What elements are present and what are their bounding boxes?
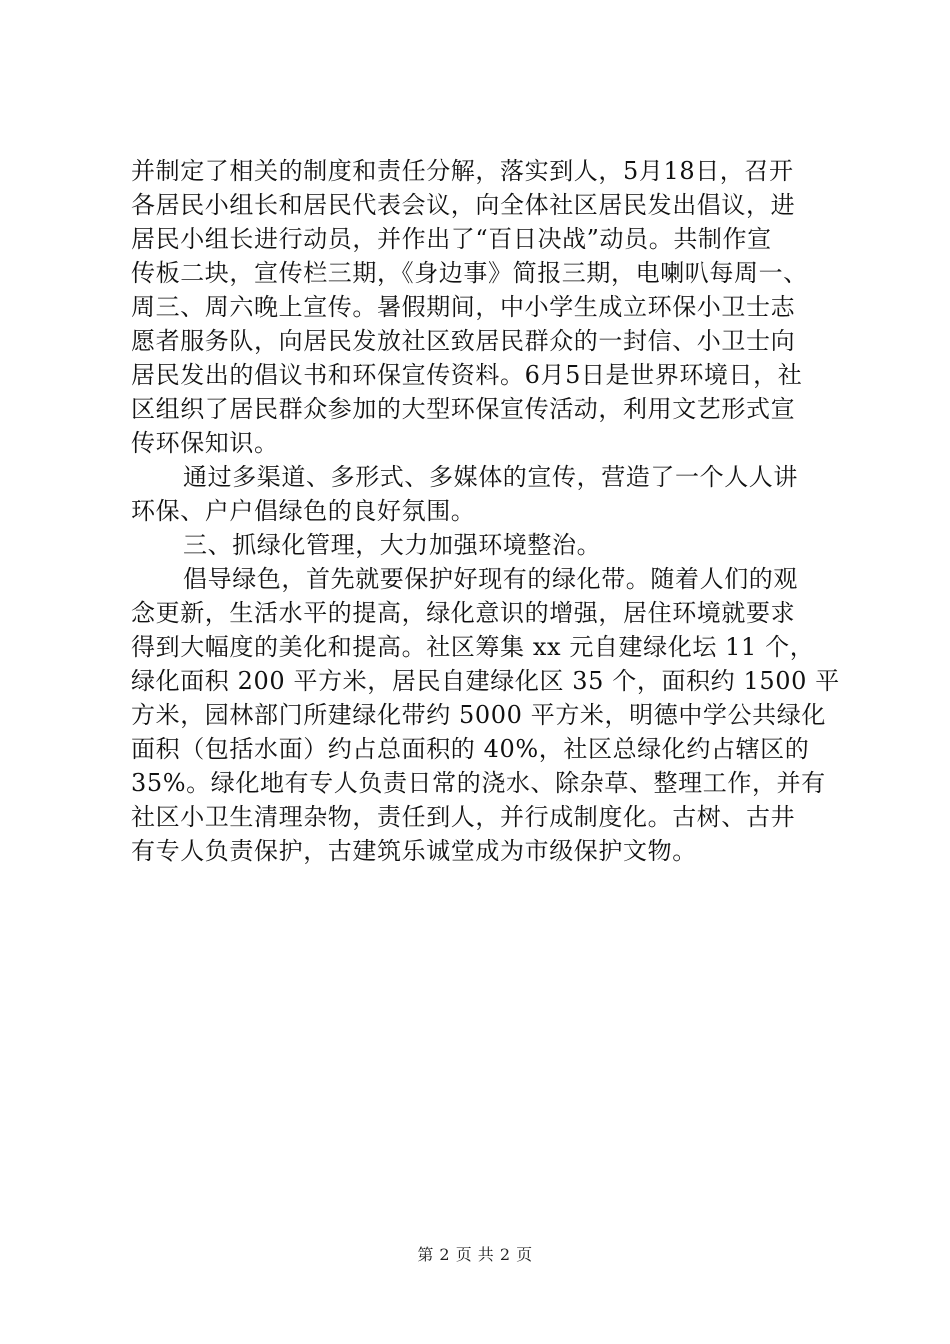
text-line: 传板二块，宣传栏三期，《身边事》简报三期，电喇叭每周一、 [131, 259, 808, 287]
text-line: 传环保知识。 [131, 429, 279, 457]
text-line: 社区小卫生清理杂物，责任到人，并行成制度化。古树、古井 [131, 803, 796, 831]
text-line: 愿者服务队，向居民发放社区致居民群众的一封信、小卫士向 [131, 327, 796, 355]
text-line: 面积（包括水面）约占总面积的 40%，社区总绿化约占辖区的 [131, 735, 810, 763]
text-line: 各居民小组长和居民代表会议，向全体社区居民发出倡议，进 [131, 191, 796, 219]
paragraph-start-line: 倡导绿色，首先就要保护好现有的绿化带。随着人们的观 [183, 565, 798, 593]
text-line: 得到大幅度的美化和提高。社区筹集 xx 元自建绿化坛 11 个， [131, 633, 815, 661]
text-line: 并制定了相关的制度和责任分解，落实到人，5月18日，召开 [131, 157, 794, 185]
text-line: 区组织了居民群众参加的大型环保宣传活动，利用文艺形式宣 [131, 395, 796, 423]
text-line: 周三、周六晚上宣传。暑假期间，中小学生成立环保小卫士志 [131, 293, 796, 321]
text-line: 绿化面积 200 平方米，居民自建绿化区 35 个，面积约 1500 平 [131, 667, 840, 695]
page-number-footer: 第 2 页 共 2 页 [417, 1245, 533, 1264]
text-line: 环保、户户倡绿色的良好氛围。 [131, 497, 476, 525]
text-line: 有专人负责保护，古建筑乐诚堂成为市级保护文物。 [131, 837, 697, 865]
paragraph-start-line: 通过多渠道、多形式、多媒体的宣传，营造了一个人人讲 [183, 463, 798, 491]
section-heading: 三、抓绿化管理，大力加强环境整治。 [183, 531, 602, 559]
text-line: 方米，园林部门所建绿化带约 5000 平方米，明德中学公共绿化 [131, 701, 826, 729]
document-body [131, 154, 840, 868]
text-line: 居民发出的倡议书和环保宣传资料。6月5日是世界环境日，社 [131, 361, 803, 389]
text-line: 念更新，生活水平的提高，绿化意识的增强，居住环境就要求 [131, 599, 796, 627]
text-line: 35%。绿化地有专人负责日常的浇水、除杂草、整理工作，并有 [131, 769, 826, 797]
text-line: 居民小组长进行动员，并作出了“百日决战”动员。共制作宣 [131, 225, 772, 253]
